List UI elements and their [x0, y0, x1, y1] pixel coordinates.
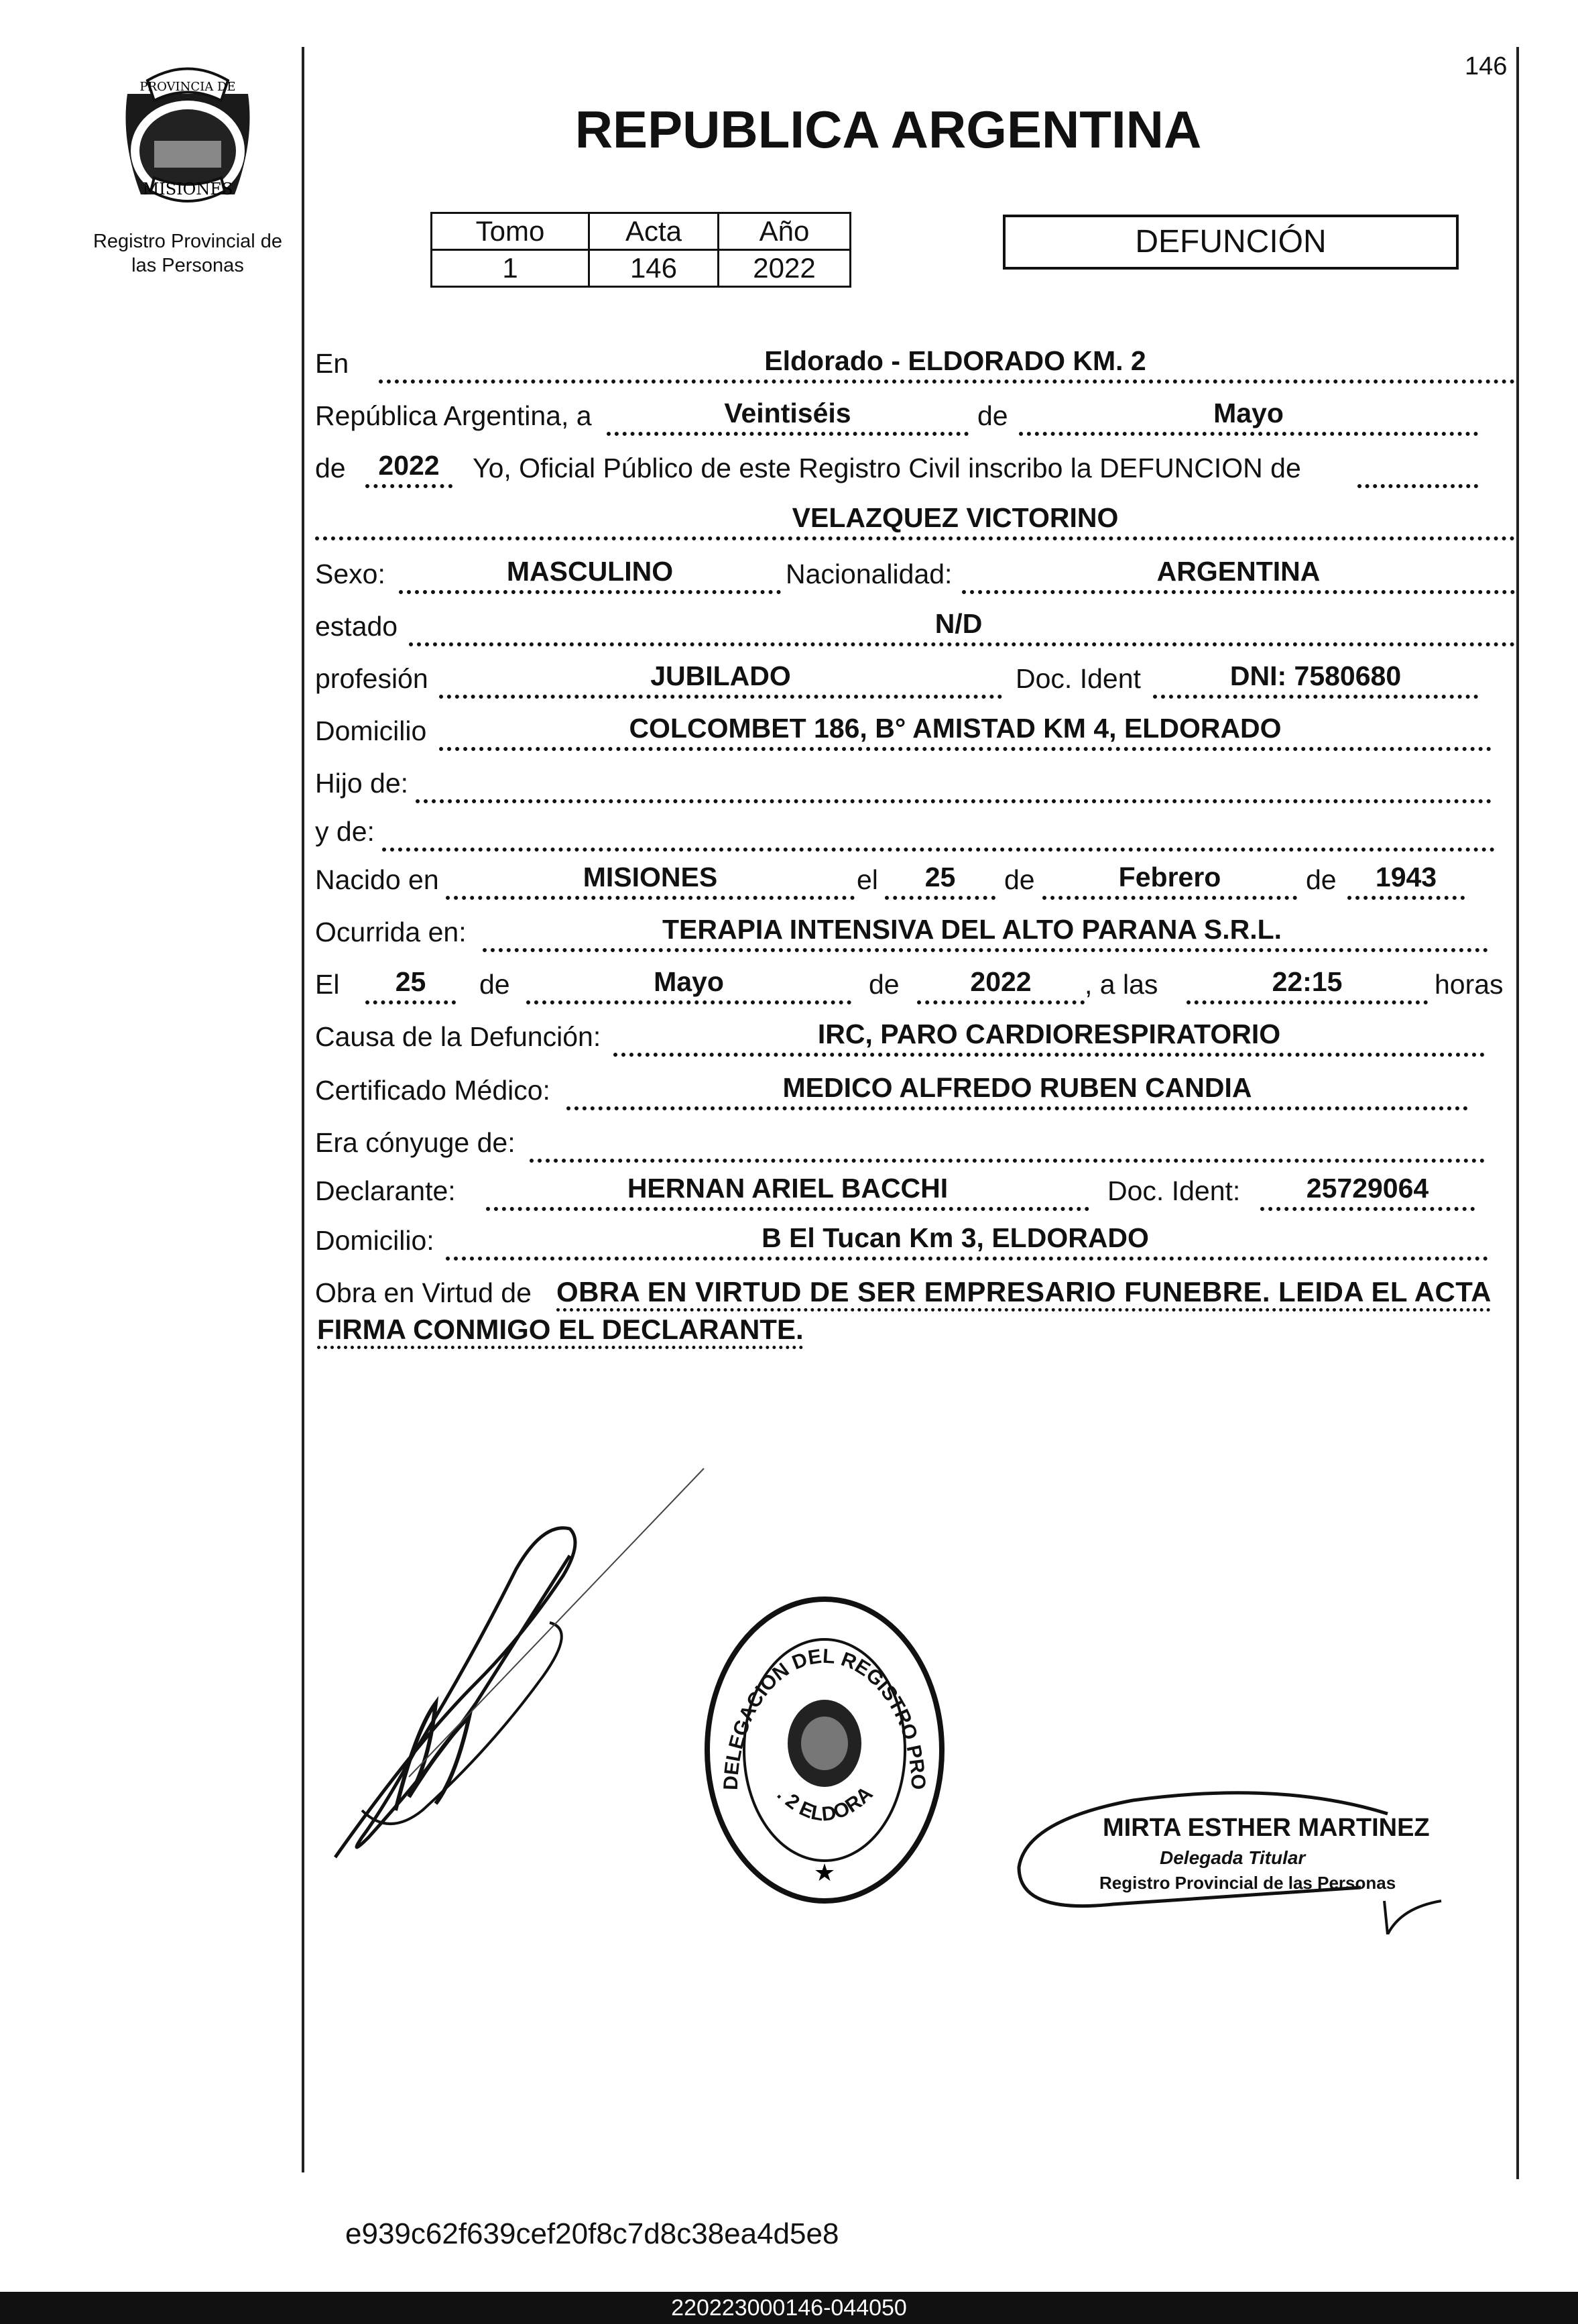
dotline-nacionalidad — [962, 590, 1515, 594]
value-nac-dia: 25 — [924, 862, 956, 892]
label-hijo-de: Hijo de: — [315, 768, 409, 799]
value-anio: 2022 — [378, 450, 440, 481]
dotline-declarante-domicilio — [446, 1257, 1488, 1261]
table-header-anio: Año — [719, 213, 851, 250]
value-nacionalidad: ARGENTINA — [1156, 556, 1321, 587]
label-obra: Obra en Virtud de — [315, 1277, 532, 1308]
declarant-signature — [322, 1462, 751, 1864]
footer-code: 220223000146-044050 — [671, 2295, 907, 2321]
dotline-def-dia — [365, 1000, 456, 1004]
officer-name: MIRTA ESTHER MARTINEZ — [1103, 1814, 1430, 1842]
label-en: En — [315, 348, 349, 379]
value-sexo: MASCULINO — [506, 556, 674, 587]
dotline-declarante-doc — [1260, 1207, 1475, 1211]
dotline-causa — [613, 1053, 1485, 1057]
table-value-anio: 2022 — [719, 250, 851, 287]
svg-text:KM. 2 ELDORADO — [697, 1589, 877, 1826]
dotline-y-de — [382, 848, 1495, 852]
seal-ring-text: DELEGACION DEL REGISTRO PRO — [719, 1645, 930, 1791]
value-profesion: JUBILADO — [650, 660, 791, 691]
dotline-dni — [1153, 695, 1478, 699]
value-def-anio: 2022 — [970, 966, 1032, 997]
value-obra-line1: OBRA EN VIRTUD DE SER EMPRESARIO FUNEBRE. LEIDA EL ACTA — [556, 1276, 1492, 1308]
label-sexo: Sexo: — [315, 559, 385, 589]
page-number: 146 — [1465, 52, 1508, 80]
value-causa: IRC, PARO CARDIORESPIRATORIO — [817, 1019, 1281, 1049]
dotline-profesion — [439, 695, 1002, 699]
label-declarante: Declarante: — [315, 1175, 456, 1206]
value-ocurrida-en: TERAPIA INTENSIVA DEL ALTO PARANA S.R.L. — [662, 914, 1282, 945]
label-horas: horas — [1435, 969, 1504, 1000]
label-ocurrida-en: Ocurrida en: — [315, 917, 467, 947]
value-def-dia: 25 — [395, 966, 426, 997]
label-y-de: y de: — [315, 816, 375, 847]
value-declarante: HERNAN ARIEL BACCHI — [627, 1173, 949, 1204]
dotline-dia — [607, 432, 969, 436]
value-nac-mes: Febrero — [1118, 862, 1221, 892]
value-dia-letras: Veintiséis — [724, 398, 851, 428]
registry-seal — [697, 1589, 952, 1911]
value-dni: DNI: 7580680 — [1229, 660, 1402, 691]
label-nacionalidad: Nacionalidad: — [786, 559, 953, 589]
dotline-nombre — [315, 536, 1515, 540]
dotline-conyuge — [530, 1159, 1485, 1163]
dotline-nac-mes — [1042, 896, 1297, 900]
value-nacido-en: MISIONES — [583, 862, 718, 892]
label-estado: estado — [315, 611, 398, 642]
label-el: el — [857, 864, 878, 895]
label-nacido-en: Nacido en — [315, 864, 439, 895]
dotline-lugar — [379, 380, 1515, 384]
label-republica: República Argentina, a — [315, 400, 592, 431]
seal-inner-text: . 2 ELDORA — [772, 1782, 877, 1826]
label-conyuge: Era cónyuge de: — [315, 1127, 515, 1158]
value-lugar: Eldorado - ELDORADO KM. 2 — [764, 345, 1146, 376]
value-def-mes: Mayo — [654, 966, 724, 997]
value-certificado: MEDICO ALFREDO RUBEN CANDIA — [782, 1072, 1252, 1103]
value-nac-anio: 1943 — [1375, 862, 1437, 892]
table-value-acta: 146 — [589, 250, 719, 287]
record-table — [430, 212, 851, 288]
label-yo-oficial: Yo, Oficial Público de este Registro Civil inscribo la DEFUNCION de — [473, 453, 1301, 483]
officer-stamp — [1012, 1787, 1448, 1934]
value-domicilio: COLCOMBET 186, B° AMISTAD KM 4, ELDORADO — [629, 713, 1282, 744]
label-de-6: de — [869, 969, 900, 1000]
label-doc-ident: Doc. Ident — [1016, 663, 1141, 694]
dotline-hora — [1187, 1000, 1428, 1004]
label-doc-ident-2: Doc. Ident: — [1107, 1175, 1241, 1206]
dotline-anio — [365, 484, 452, 488]
dotline-def-mes — [526, 1000, 851, 1004]
dotline-declarante — [486, 1207, 1089, 1211]
footer-hash: e939c62f639cef20f8c7d8c38ea4d5e8 — [345, 2217, 839, 2250]
left-border — [302, 47, 304, 2172]
dotline-hijo-de — [416, 799, 1492, 803]
officer-role: Delegada Titular — [1160, 1847, 1306, 1868]
value-mes: Mayo — [1213, 398, 1284, 428]
dotline-mes — [1019, 432, 1478, 436]
dotline-nac-anio — [1347, 896, 1465, 900]
label-el-cap: El — [315, 969, 340, 1000]
officer-org: Registro Provincial de las Personas — [1099, 1873, 1396, 1893]
logo-text-bottom: MISIONES — [142, 180, 233, 198]
logo-caption-line1: Registro Provincial de — [93, 231, 283, 252]
label-causa: Causa de la Defunción: — [315, 1021, 601, 1052]
label-de-2: de — [315, 453, 346, 483]
table-value-tomo: 1 — [432, 250, 589, 287]
value-declarante-doc: 25729064 — [1306, 1173, 1429, 1204]
dotline-estado — [409, 642, 1515, 646]
dotline-nacido-en — [446, 896, 855, 900]
footer-bar — [0, 2292, 1578, 2324]
label-de-3: de — [1004, 864, 1035, 895]
label-a-las: , a las — [1085, 969, 1158, 1000]
logo-text-top: PROVINCIA DE — [139, 80, 236, 94]
dotline-sexo — [399, 590, 781, 594]
dotline-ocurrida-en — [483, 948, 1488, 952]
value-hora: 22:15 — [1272, 966, 1343, 997]
label-domicilio-2: Domicilio: — [315, 1225, 434, 1256]
table-header-tomo: Tomo — [432, 213, 589, 250]
logo-caption-line2: las Personas — [131, 255, 244, 276]
value-obra-line2: FIRMA CONMIGO EL DECLARANTE. — [317, 1314, 804, 1345]
province-logo — [101, 60, 275, 215]
label-certificado: Certificado Médico: — [315, 1075, 550, 1106]
dotline-certificado — [566, 1106, 1468, 1110]
value-nombre: VELAZQUEZ VICTORINO — [792, 502, 1119, 533]
label-de-1: de — [977, 400, 1008, 431]
page-title: REPUBLICA ARGENTINA — [574, 100, 1202, 159]
dotline-de-tail — [1357, 484, 1478, 488]
value-estado: N/D — [934, 608, 983, 639]
doc-type-box: DEFUNCIÓN — [1003, 215, 1459, 270]
label-profesion: profesión — [315, 663, 428, 694]
dotline-nac-dia — [885, 896, 995, 900]
value-declarante-domicilio: B El Tucan Km 3, ELDORADO — [762, 1222, 1149, 1253]
label-domicilio: Domicilio — [315, 715, 427, 746]
dotline-def-anio — [917, 1000, 1085, 1004]
seal-star-icon: ★ — [813, 1859, 836, 1886]
dotline-domicilio — [439, 747, 1492, 751]
right-border — [1516, 47, 1519, 2179]
table-header-acta: Acta — [589, 213, 719, 250]
label-de-4: de — [1306, 864, 1337, 895]
label-de-5: de — [479, 969, 510, 1000]
